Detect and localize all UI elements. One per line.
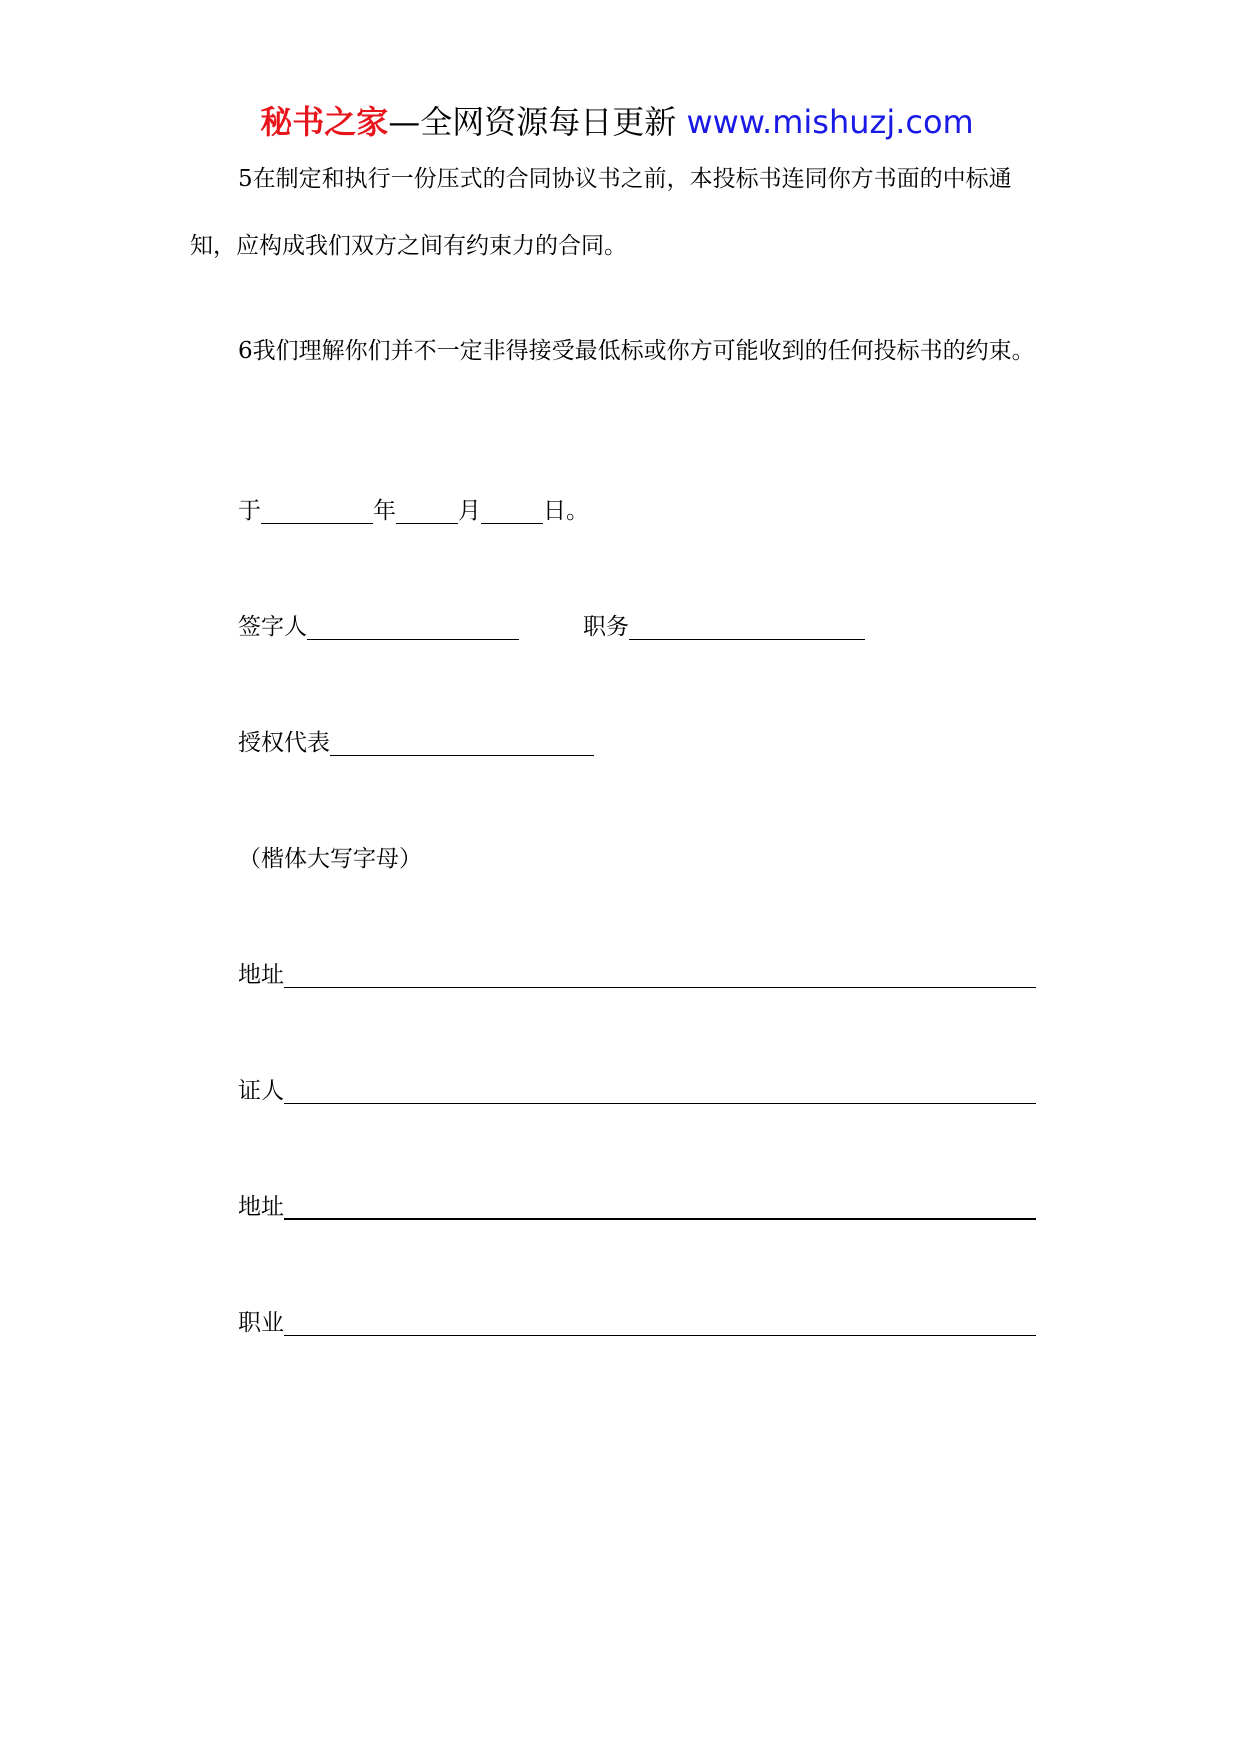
day-label: 日。 — [543, 498, 589, 524]
occupation-line — [238, 1306, 1036, 1340]
position-label: 职务 — [583, 614, 629, 640]
position-blank[interactable] — [629, 613, 865, 640]
site-url-link[interactable]: www.mishuzj.com — [686, 103, 974, 141]
address-blank-1[interactable] — [284, 961, 1036, 988]
year-blank[interactable] — [261, 497, 373, 524]
address-line-2 — [238, 1190, 1036, 1224]
witness-line — [238, 1074, 1036, 1108]
paragraph-5: 5在制定和执行一份压式的合同协议书之前，本投标书连同你方书面的中标通知，应构成我们双方之间有约束力的合同。 — [190, 166, 1012, 259]
address-line-1 — [238, 958, 1036, 992]
day-blank[interactable] — [481, 497, 543, 524]
script-note — [238, 842, 422, 876]
witness-label: 证人 — [238, 1078, 284, 1104]
date-prefix: 于 — [238, 498, 261, 524]
authorized-rep-line — [238, 726, 594, 760]
authorized-rep-label: 授权代表 — [238, 730, 330, 756]
witness-blank[interactable] — [284, 1077, 1036, 1104]
month-blank[interactable] — [396, 497, 458, 524]
authorized-rep-blank[interactable] — [330, 729, 594, 756]
signer-label: 签字人 — [238, 614, 307, 640]
site-header — [0, 100, 1234, 144]
address-blank-2[interactable] — [284, 1192, 1036, 1220]
address-label-2: 地址 — [238, 1194, 284, 1220]
month-label: 月 — [458, 498, 481, 524]
script-note-text: （楷体大写字母） — [238, 846, 422, 872]
paragraph-6: 6我们理解你们并不一定非得接受最低标或你方可能收到的任何投标书的约束。 — [238, 338, 1035, 364]
brand-name: 秘书之家 — [260, 103, 389, 141]
address-label-1: 地址 — [238, 962, 284, 988]
year-label: 年 — [373, 498, 396, 524]
signer-blank[interactable] — [307, 613, 519, 640]
date-line — [238, 494, 589, 528]
header-tagline: —全网资源每日更新 — [388, 103, 677, 141]
occupation-blank[interactable] — [284, 1309, 1036, 1336]
occupation-label: 职业 — [238, 1310, 284, 1336]
signature-line — [238, 610, 865, 644]
